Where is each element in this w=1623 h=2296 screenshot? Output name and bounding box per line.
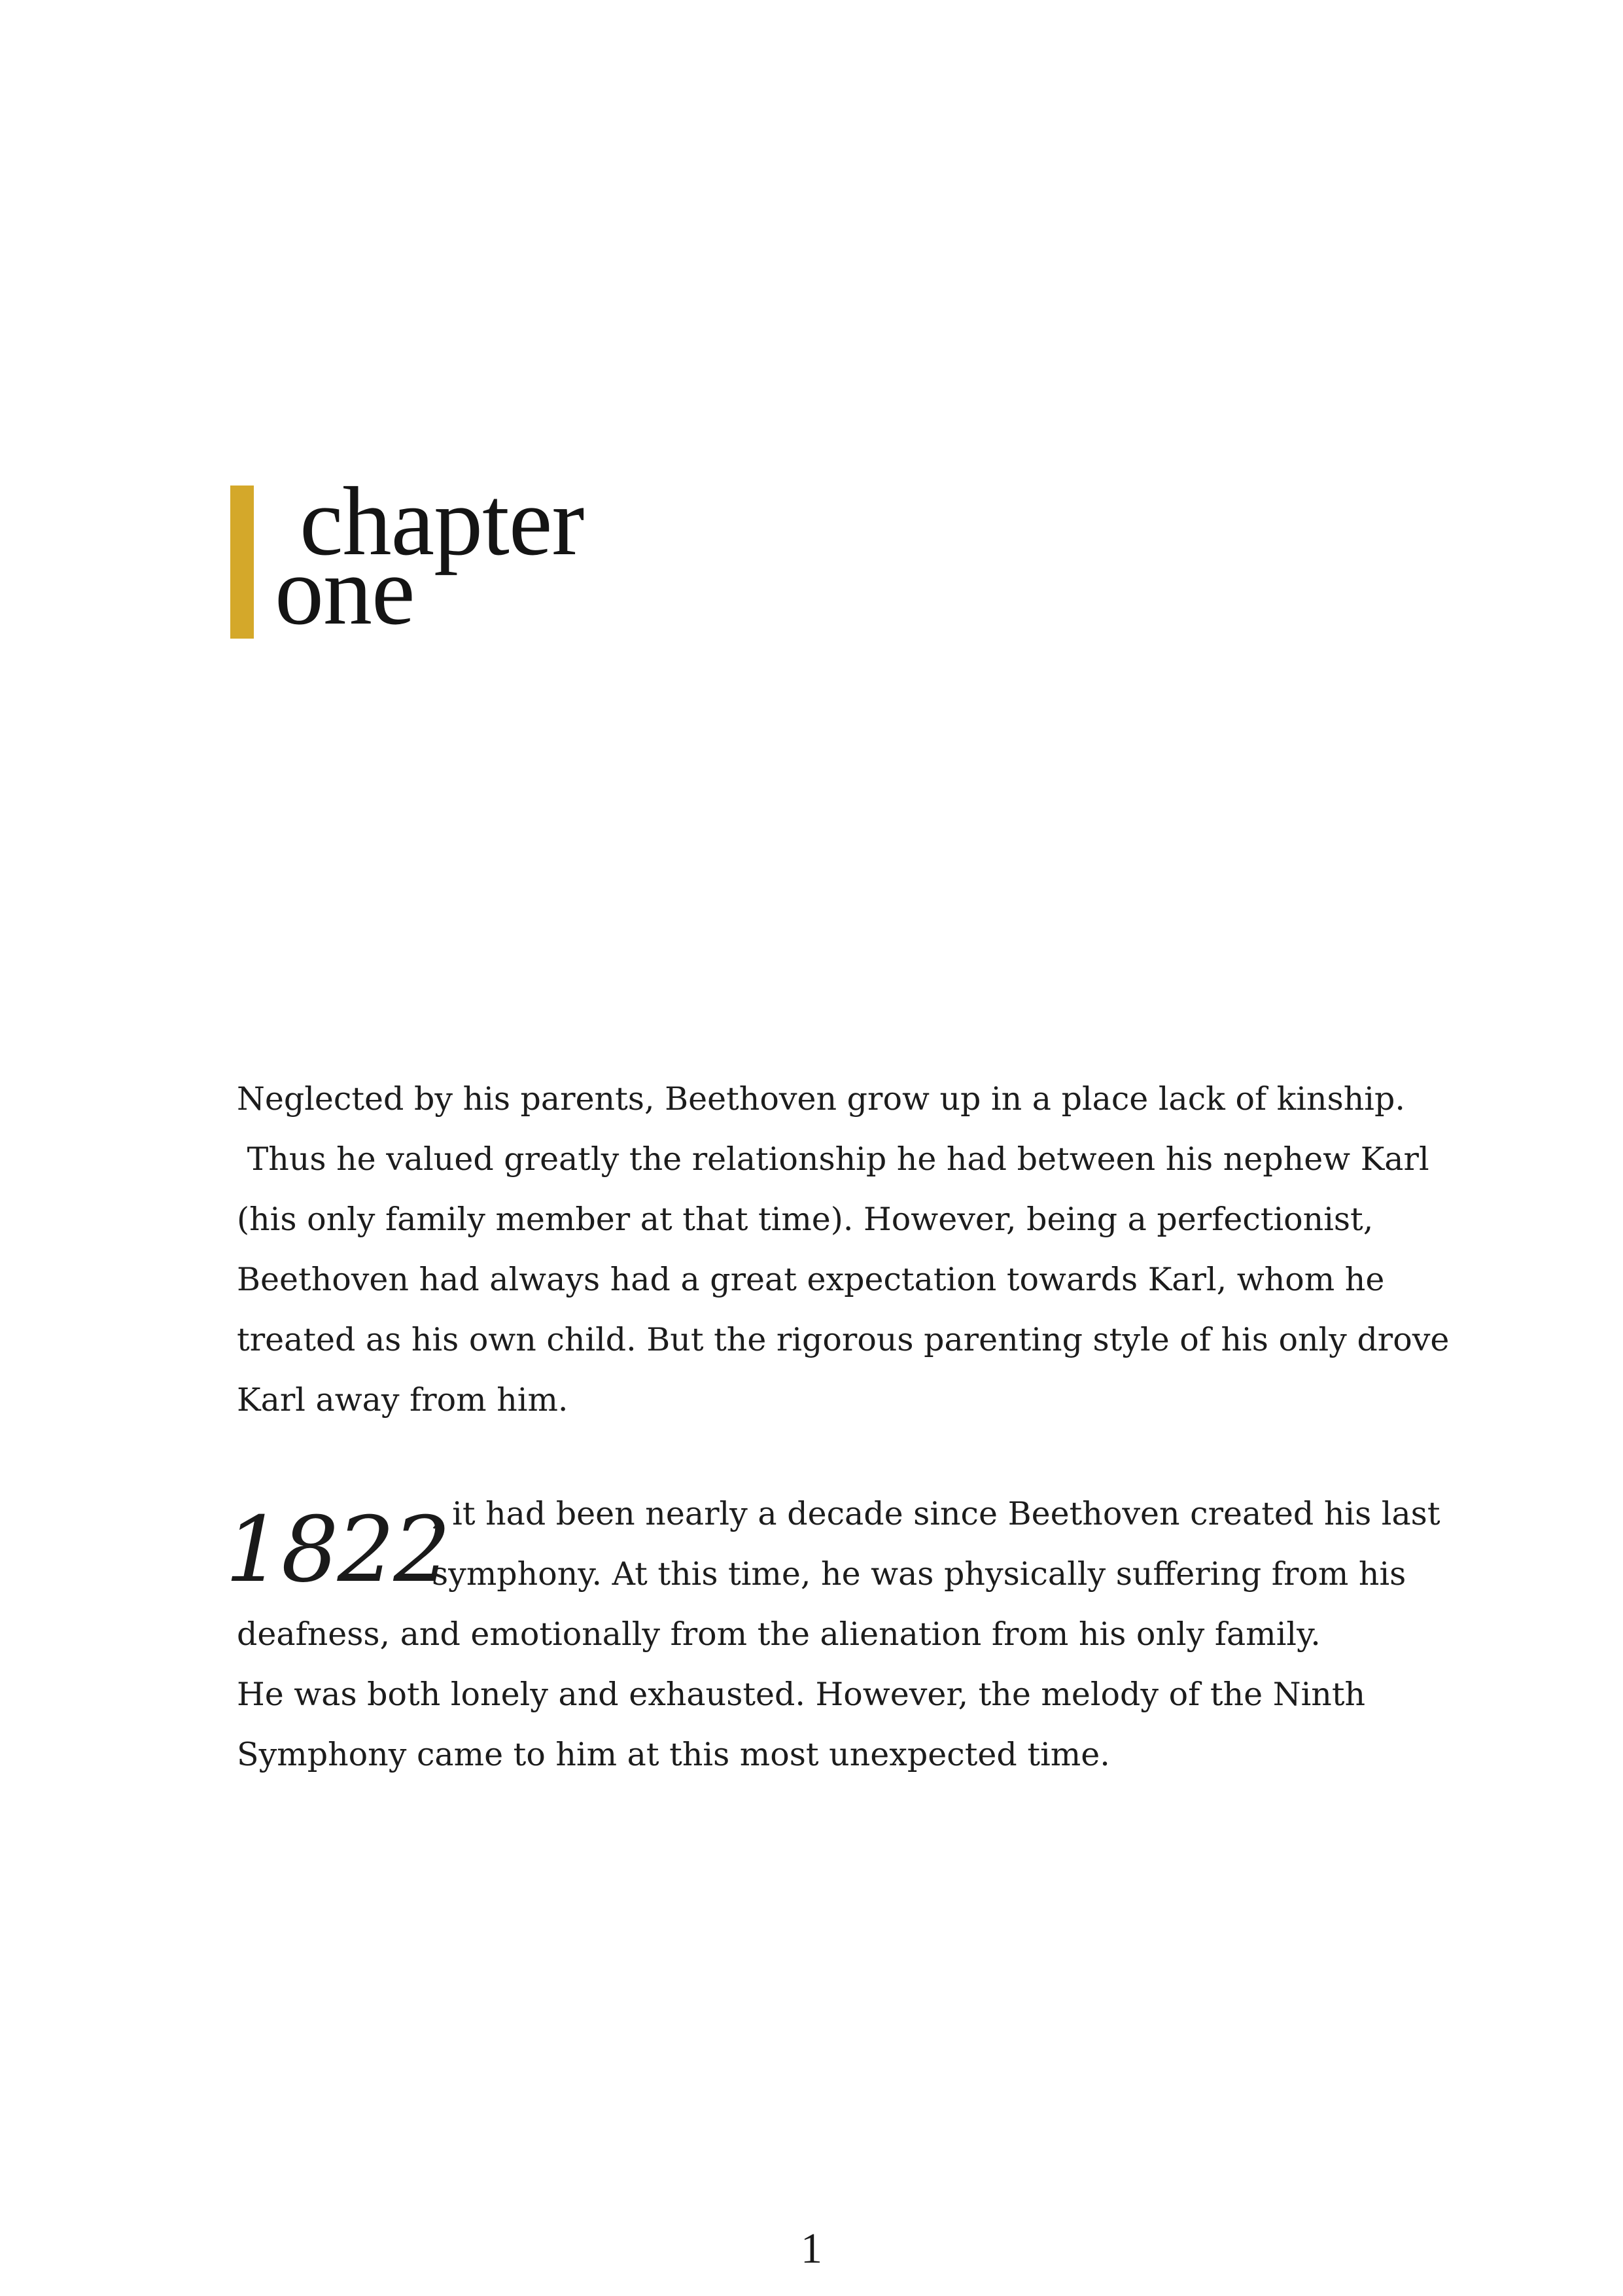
paragraph-line: symphony. At this time, he was physically suffering from his — [432, 1555, 1406, 1593]
paragraph-line: He was both lonely and exhausted. However, the melody of the Ninth — [237, 1676, 1366, 1713]
page-number: 1 — [801, 2225, 822, 2272]
paragraph-line: Karl away from him. — [237, 1381, 568, 1419]
year-drop-cap: 1822 — [225, 1497, 450, 1602]
chapter-accent-bar — [230, 486, 254, 639]
paragraph-line: Beethoven had always had a great expectation towards Karl, whom he — [237, 1261, 1385, 1298]
paragraph-line: deafness, and emotionally from the alienation from his only family. — [237, 1616, 1321, 1653]
paragraph-line: Neglected by his parents, Beethoven grow up in a place lack of kinship. — [237, 1080, 1405, 1118]
paragraph-one — [237, 1069, 1449, 1430]
paragraph-line: Thus he valued greatly the relationship he had between his nephew Karl — [237, 1140, 1429, 1178]
paragraph-line: , it had been nearly a decade since Beethoven created his last — [432, 1495, 1440, 1532]
paragraph-line: Symphony came to him at this most unexpected time. — [237, 1736, 1110, 1773]
chapter-heading-word: chapter — [300, 467, 584, 576]
paragraph-two-lead — [432, 1484, 1440, 1604]
paragraph-two-body — [237, 1604, 1365, 1785]
chapter-heading-number: one — [275, 537, 415, 645]
paragraph-line: (his only family member at that time). However, being a perfectionist, — [237, 1201, 1374, 1238]
paragraph-line: treated as his own child. But the rigorous parenting style of his only drove — [237, 1321, 1450, 1358]
